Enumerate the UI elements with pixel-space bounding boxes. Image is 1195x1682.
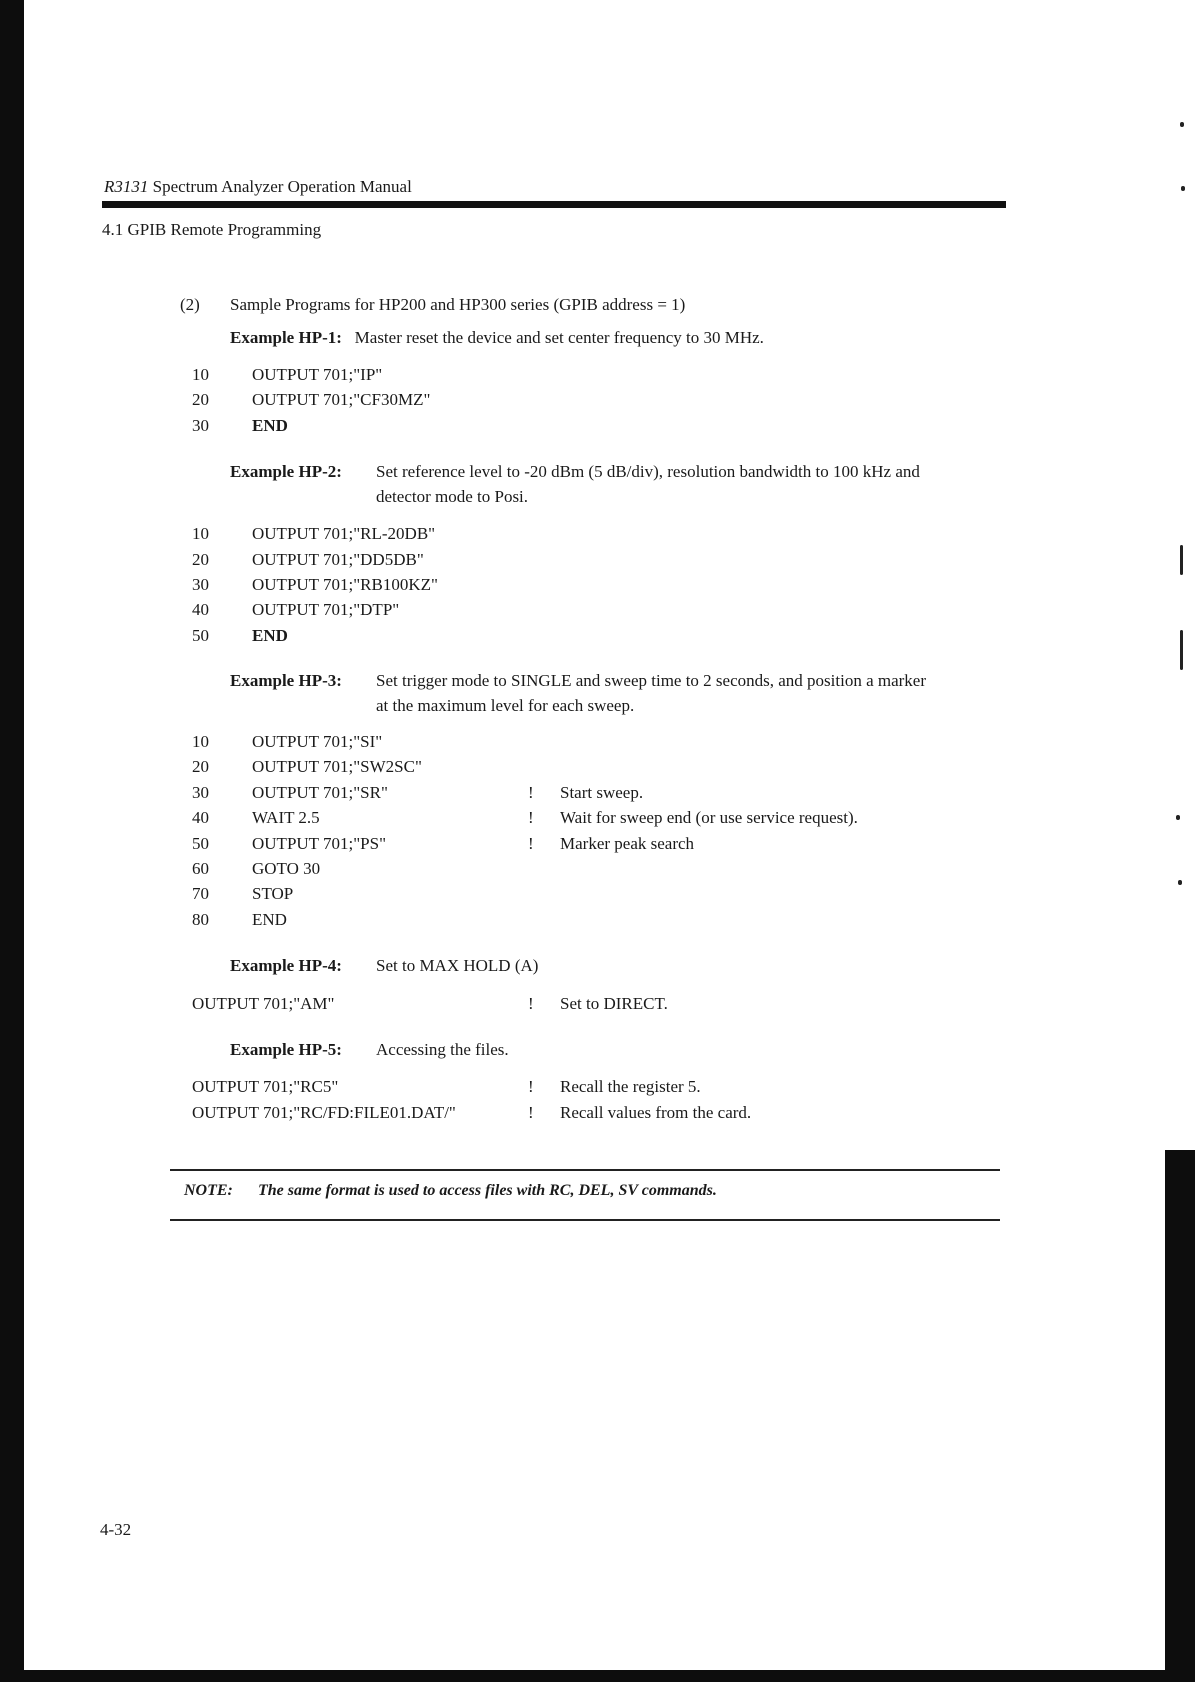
scan-edge-left [0,0,24,1682]
running-header [104,177,412,197]
code-line: GOTO 30 [252,859,321,878]
comment-mark: ! [528,1103,534,1122]
note [184,1182,717,1200]
code-line: OUTPUT 701;"SR" [252,783,388,802]
line-number: 10 [192,365,209,384]
line-number: 10 [192,732,209,751]
scan-speck [1178,880,1182,885]
scan-speck [1181,186,1185,191]
example-description: Set reference level to -20 dBm (5 dB/div), resolution bandwidth to 100 kHz and [376,462,920,481]
code-line: OUTPUT 701;"PS" [252,834,387,853]
scan-edge-right [1165,1150,1195,1682]
comment-mark: ! [528,1077,534,1096]
code-line: OUTPUT 701;"RL-20DB" [252,524,436,543]
line-number: 20 [192,757,209,776]
example-label-text: Example HP-3: [230,671,342,690]
code-line: OUTPUT 701;"DTP" [252,600,400,619]
example-description: Accessing the files. [376,1040,509,1059]
line-number: 40 [192,600,209,619]
line-number: 30 [192,416,209,435]
example-label [230,462,342,482]
example-description-cont: at the maximum level for each sweep. [376,696,635,715]
page-number: 4-32 [100,1520,132,1539]
example-label-text: Example HP-2: [230,462,342,481]
line-number: 70 [192,884,209,903]
note-label: NOTE: [184,1182,233,1199]
code-comment: Set to DIRECT. [560,994,668,1013]
code-line: END [252,910,287,929]
example-label-text: Example HP-5: [230,1040,342,1059]
code-line: OUTPUT 701;"SI" [252,732,383,751]
example-label [230,671,342,691]
example-description: Set trigger mode to SINGLE and sweep time to 2 seconds, and position a marker [376,671,927,690]
model-name: R3131 [104,177,149,196]
line-number: 60 [192,859,209,878]
scan-edge-bottom [0,1670,1195,1682]
code-comment: Recall values from the card. [560,1103,752,1122]
code-comment: Start sweep. [560,783,644,802]
example-label [230,956,342,976]
comment-mark: ! [528,834,534,853]
example-description: Set to MAX HOLD (A) [376,956,539,975]
scan-speck [1180,545,1183,575]
comment-mark: ! [528,783,534,802]
line-number: 30 [192,783,209,802]
code-line: OUTPUT 701;"RC/FD:FILE01.DAT/" [192,1103,456,1122]
example-description: Master reset the device and set center frequency to 30 MHz. [354,328,764,347]
code-comment: Wait for sweep end (or use service request). [560,808,858,827]
note-rule-bottom [170,1219,1000,1221]
example-description-cont: detector mode to Posi. [376,487,529,506]
line-number: 40 [192,808,209,827]
note-rule-top [170,1169,1000,1171]
code-line: STOP [252,884,294,903]
code-line: OUTPUT 701;"AM" [192,994,335,1013]
line-number: 10 [192,524,209,543]
example-label [230,1040,342,1060]
scan-speck [1176,815,1180,820]
example-label: Example HP-1: [230,328,342,347]
scan-speck [1180,122,1184,127]
code-line: END [252,416,288,435]
line-number: 80 [192,910,209,929]
intro-marker: (2) [180,295,200,314]
code-line: OUTPUT 701;"RC5" [192,1077,339,1096]
code-comment: Marker peak search [560,834,695,853]
line-number: 50 [192,626,209,645]
scan-speck [1180,630,1183,670]
code-line: OUTPUT 701;"RB100KZ" [252,575,438,594]
example-label-text: Example HP-4: [230,956,342,975]
section-title: 4.1 GPIB Remote Programming [102,220,322,239]
code-comment: Recall the register 5. [560,1077,701,1096]
example-heading [230,328,764,348]
code-line: END [252,626,288,645]
code-line: OUTPUT 701;"SW2SC" [252,757,422,776]
line-number: 50 [192,834,209,853]
line-number: 20 [192,550,209,569]
line-number: 20 [192,390,209,409]
comment-mark: ! [528,994,534,1013]
header-rule [102,201,1006,208]
manual-title: Spectrum Analyzer Operation Manual [152,177,412,196]
note-text: The same format is used to access files with RC, DEL, SV commands. [258,1182,717,1199]
code-line: WAIT 2.5 [252,808,320,827]
intro-text: Sample Programs for HP200 and HP300 series (GPIB address = 1) [230,295,686,314]
code-line: OUTPUT 701;"DD5DB" [252,550,424,569]
code-line: OUTPUT 701;"CF30MZ" [252,390,431,409]
comment-mark: ! [528,808,534,827]
line-number: 30 [192,575,209,594]
code-line: OUTPUT 701;"IP" [252,365,383,384]
